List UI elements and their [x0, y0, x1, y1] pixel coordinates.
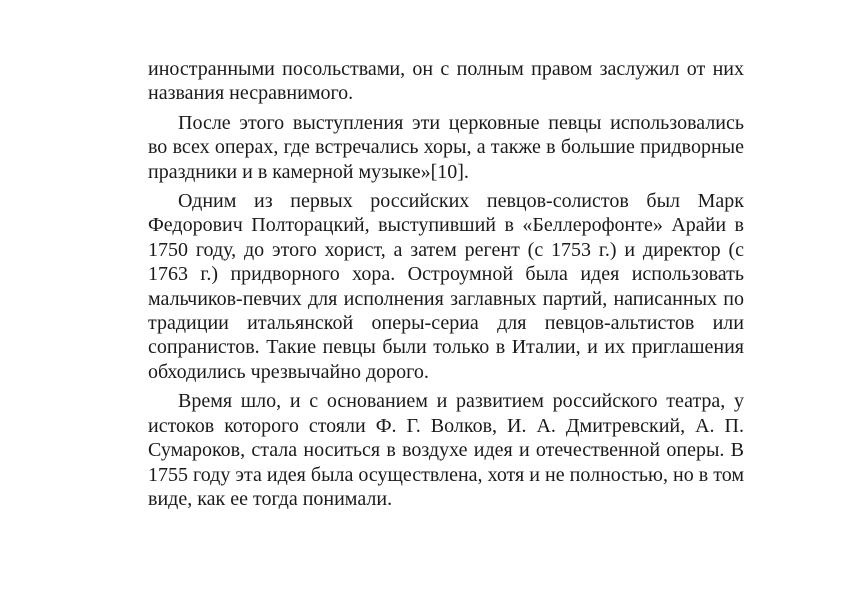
paragraph-poltoratsky: Одним из первых российских певцов-солистов был Марк Федорович Полторацкий, выступивший в «Беллерофонте» Арайи в 1750 году, до этого хорист, а затем регент (с 1753 г.) и директор (с 1763 г.) придворного хора. Остроумной была идея использовать мальчиков-певчих для исполнения заглавных партий, написанных по традиции итальянской оперы-сериа для певцов-альтистов или сопранистов. Такие певцы были только в Италии, и их приглашения обходились чрезвычайно дорого. — [148, 190, 744, 383]
paragraph-national-opera: Время шло, и с основанием и развитием российского театра, у истоков которого стояли Ф. Г. Волков, И. А. Дмитревский, А. П. Сумароков, стала носиться в воздухе идея и отечественной оперы. В 1755 году эта идея была осуществлена, хотя и не полностью, но в том виде, как ее тогда понимали. — [148, 390, 744, 510]
body-text — [148, 57, 744, 511]
paragraph-continuation: иностранными посольствами, он с полным правом заслужил от них названия несравнимого. — [148, 58, 744, 105]
paragraph-church-singers: После этого выступления эти церковные певцы использовались во всех операх, где встречались хоры, а также в большие придворные праздники и в камерной музыке»[10]. — [148, 111, 744, 183]
